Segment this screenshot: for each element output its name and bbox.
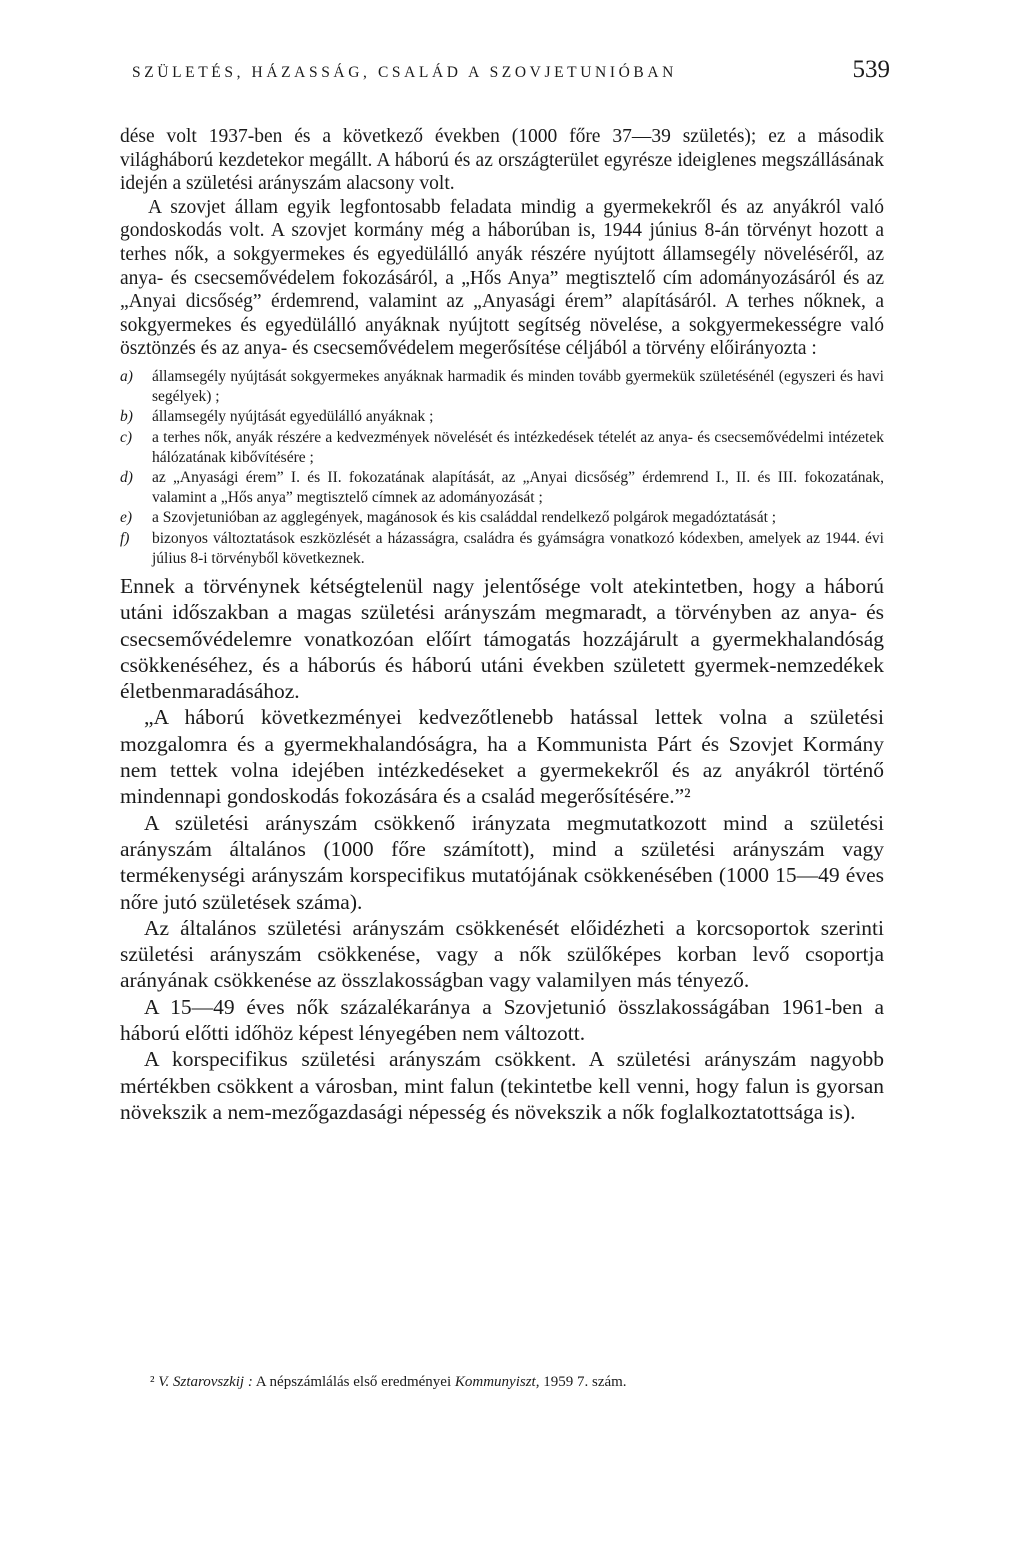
page-header	[132, 56, 890, 84]
paragraph: A korspecifikus születési arányszám csökkent. A születési arányszám nagyobb mértékben csökkent a városban, mint falun (tekintetbe kell venni, hogy falun is gyorsan növekszik a nem-mezőgazdasági népesség és növekszik a nők foglalkoztatottsága is).	[120, 1047, 884, 1124]
footnote	[120, 1374, 884, 1391]
list-item-text: a terhes nők, anyák részére a kedvezmények növelését és intézkedések tételét az anya- és csecsemővédelmi intézetek hálózatának kibővítésére ;	[152, 428, 884, 466]
list-item-marker: a)	[120, 367, 133, 385]
list-item	[120, 468, 884, 508]
footnote-marker: ²	[150, 1374, 155, 1390]
list-item-text: államsegély nyújtását sokgyermekes anyáknak harmadik és minden tovább gyermekük születésénél (egyszeri és havi segélyek) ;	[152, 367, 884, 406]
list-item	[120, 428, 884, 468]
footnote-issue: 1959 7. szám.	[543, 1374, 627, 1390]
running-head: SZÜLETÉS, HÁZASSÁG, CSALÁD A SZOVJETUNIÓBAN	[132, 64, 677, 81]
paragraph: Az általános születési arányszám csökkenését előidézheti a korcsoportok szerinti születési arányszám csökkenése, vagy a nők szülőképes korban levő csoportja arányának csökkenése az összlakosságban vagy valamilyen más tényező.	[120, 915, 884, 993]
list-item-text: a Szovjetunióban az agglegények, magánosok és kis családdal rendelkező polgárok megadóztatását ;	[152, 509, 777, 527]
footnote-title: A népszámlálás első eredményei	[255, 1374, 452, 1390]
list-item	[120, 508, 884, 528]
paragraph: A szovjet állam egyik legfontosabb feladata mindig a gyermekekről és az anyákról való gondoskodás volt. A szovjet kormány még a háborúban is, 1944 június 8-án törvényt hozott a terhes nők, a sokgyermekes és egyedülálló anyák részére nyújtott államsegély növeléséről, az anya- és csecsemővédelem fokozásáról, a „Hős Anya” megtisztelő cím adományozásáról és az „Anyai dicsőség” érdemrend, valamint az „Anyasági érem” alapításáról. A terhes nőknek, a sokgyermekes és egyedülálló anyáknak nyújtott segítség növelése, a sokgyermekességre való ösztönzés és az anya- és csecsemővédelem megerősítése céljából a törvény előirányozta :	[120, 196, 884, 360]
list-item	[120, 407, 884, 427]
list-item-marker: d)	[120, 468, 133, 486]
quote-paragraph: „A háború következményei kedvezőtlenebb hatással lettek volna a születési mozgalomra és a gyermekhalandóságra, ha a Kommunista Párt és Szovjet Kormány nem tettek volna idejében intézkedéseket a gyermekekről és az anyákról történő mindennapi gondoskodás fokozására és a család megerősítésére.”²	[120, 705, 884, 809]
page-body	[120, 125, 884, 1125]
paragraph: A születési arányszám csökkenő irányzata megmutatkozott mind a születési arányszám általános (1000 főre számított), mind a születési arányszám vagy termékenységi arányszám korspecifikus mutatójának csökkenésében (1000 15—49 éves nőre jutó születések száma).	[120, 810, 884, 914]
list-item-text: az „Anyasági érem” I. és II. fokozatának alapítását, az „Anyai dicsőség” érdemrend I., II. és III. fokozatának, valamint a „Hős anya” megtisztelő címnek az adományozását ;	[152, 468, 884, 507]
page-number: 539	[852, 56, 890, 83]
paragraph: dése volt 1937-ben és a következő években (1000 főre 37—39 születés); ez a második világháború kezdetekor megállt. A háború és az országterület egyrésze ideiglenes megszállásának idején a születési arányszám alacsony volt.	[120, 126, 884, 195]
list-item-text: bizonyos változtatások eszközlését a házasságra, családra és gyámságra vonatkozó kódexben, amelyek az 1944. évi július 8-i törvényből következnek.	[152, 529, 884, 567]
list-item	[120, 367, 884, 407]
footnote-journal: Kommunyiszt,	[454, 1374, 540, 1390]
list-item-marker: b)	[120, 408, 133, 426]
paragraph: Ennek a törvénynek kétségtelenül nagy jelentősége volt atekintetben, hogy a háború utáni időszakban a magas születési arányszám megmaradt, a törvényben az anya- és csecsemővédelemre vonatkozóan előírt támogatás hozzájárult a gyermekhalandóság csökkenéséhez, és a háborús és háború utáni években született gyermek-nemzedékek életbenmaradásához.	[120, 573, 884, 704]
law-provisions-list	[120, 367, 884, 569]
list-item-marker: c)	[120, 428, 133, 446]
list-item	[120, 529, 884, 569]
paragraph: A 15—49 éves nők százalékaránya a Szovjetunió összlakosságában 1961-ben a háború előtti időhöz képest lényegében nem változott.	[120, 994, 884, 1046]
list-item-marker: e)	[120, 509, 133, 527]
list-item-text: államsegély nyújtását egyedülálló anyáknak ;	[152, 408, 434, 426]
footnote-author: V. Sztarovszkij :	[158, 1374, 253, 1390]
list-item-marker: f)	[120, 529, 130, 547]
body-continued	[120, 573, 884, 1125]
